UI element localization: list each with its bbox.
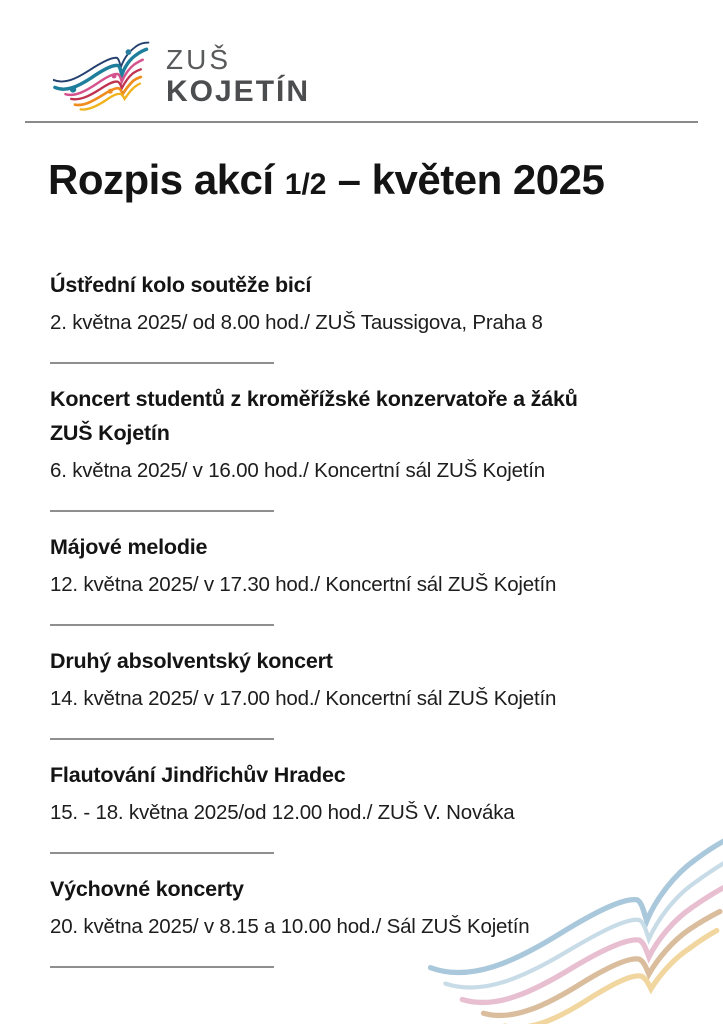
page-title-prefix: Rozpis akcí — [48, 156, 274, 203]
event-detail: 20. května 2025/ v 8.15 a 10.00 hod./ Sál ZUŠ Kojetín — [50, 915, 530, 938]
header-rule — [25, 121, 698, 123]
event-detail: 15. - 18. května 2025/od 12.00 hod./ ZUŠ V. Nováka — [50, 801, 515, 824]
logo-text — [166, 40, 310, 108]
event-item — [50, 644, 675, 740]
music-waves-icon — [53, 40, 158, 112]
page-title — [48, 156, 604, 204]
page-title-suffix: – květen 2025 — [337, 156, 605, 203]
event-title: Ústřední kolo soutěže bicí — [50, 273, 312, 297]
event-item — [50, 382, 675, 512]
event-divider — [50, 624, 274, 626]
event-detail: 12. května 2025/ v 17.30 hod./ Koncertní sál ZUŠ Kojetín — [50, 573, 557, 596]
event-divider — [50, 738, 274, 740]
event-divider — [50, 966, 274, 968]
event-detail: 6. května 2025/ v 16.00 hod./ Koncertní sál ZUŠ Kojetín — [50, 459, 545, 482]
event-item — [50, 872, 675, 968]
event-divider — [50, 510, 274, 512]
event-detail: 14. května 2025/ v 17.00 hod./ Koncertní sál ZUŠ Kojetín — [50, 687, 557, 710]
event-title: Májové melodie — [50, 535, 208, 559]
event-item — [50, 758, 675, 854]
event-title: Koncert studentů z kroměřížské konzervatoře a žáků ZUŠ Kojetín — [50, 387, 578, 445]
event-title: Výchovné koncerty — [50, 877, 244, 901]
events-list — [50, 268, 675, 986]
event-title: Druhý absolventský koncert — [50, 649, 333, 673]
logo — [53, 40, 310, 112]
logo-text-kojetin: KOJETÍN — [166, 75, 311, 108]
event-detail: 2. května 2025/ od 8.00 hod./ ZUŠ Taussigova, Praha 8 — [50, 311, 543, 334]
event-title: Flautování Jindřichův Hradec — [50, 763, 346, 787]
event-item — [50, 268, 675, 364]
page-title-fraction: 1/2 — [284, 168, 327, 201]
event-item — [50, 530, 675, 626]
event-divider — [50, 852, 274, 854]
event-divider — [50, 362, 274, 364]
logo-text-zus: ZUŠ — [166, 44, 231, 75]
